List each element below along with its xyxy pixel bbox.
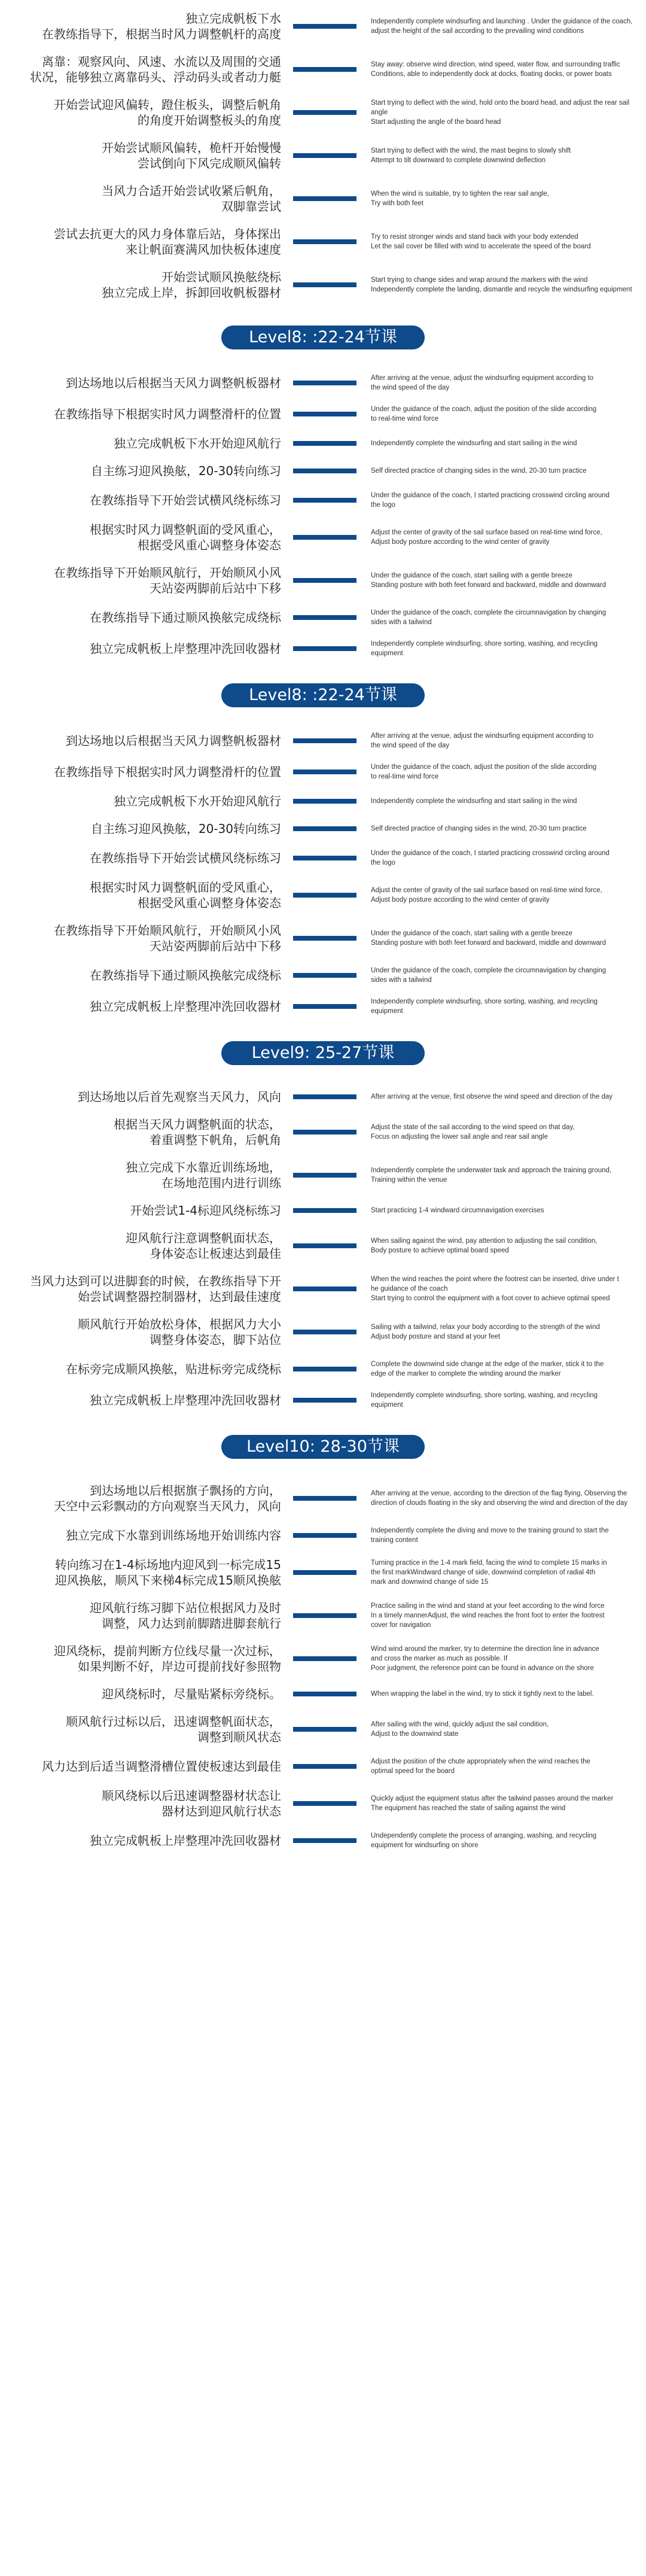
lesson-text-en: Under the guidance of the coach, start sailing with a gentle breeze Standing posture with both feet forward and backward, middle and downward bbox=[371, 930, 607, 947]
lesson-text-zh: 当风力达到可以进脚套的时候，在教练指导下开 始尝试调整器控制器材，达到最佳速度 bbox=[30, 1274, 281, 1304]
lesson-text-zh: 转向练习在1-4标场地内迎风到一标完成15 迎风换舷，顺风下来梯4标完成15顺风换舷 bbox=[54, 1558, 281, 1587]
lesson-row bbox=[0, 491, 646, 510]
lesson-text-zh: 独立完成帆板上岸整理冲洗回收器材 bbox=[90, 1393, 281, 1407]
lesson-text-zh: 独立完成帆板上岸整理冲洗回收器材 bbox=[90, 999, 281, 1014]
lesson-text-zh: 顺风航行过标以后，迅速调整帆面状态， 调整到顺风状态 bbox=[66, 1714, 281, 1744]
lesson-text-zh: 迎风绕标时，尽量贴紧标旁绕标。 bbox=[102, 1687, 281, 1701]
lesson-text-zh: 离靠：观察风向、风速、水流以及周围的交通 状况，能够独立离靠码头、浮动码头或者动力艇 bbox=[30, 54, 281, 84]
divider-bar bbox=[293, 1004, 356, 1009]
lesson-text-en: Independently complete the windsurfing and start sailing in the wind bbox=[371, 798, 577, 805]
lesson-row bbox=[0, 762, 646, 781]
lesson-row bbox=[0, 1203, 646, 1218]
lesson-text-zh: 开始尝试迎风偏转，蹬住板头，调整后帆角 的角度开始调整板头的角度 bbox=[54, 98, 281, 127]
lesson-text-zh: 独立完成帆板下水开始迎风航行 bbox=[114, 794, 281, 808]
lesson-text-en: Under the guidance of the coach, complete the circumnavigation by changing sides with a tailwind bbox=[371, 967, 607, 984]
divider-bar bbox=[293, 498, 356, 503]
lesson-row bbox=[0, 269, 646, 300]
lesson-text-en: Independently complete windsurfing, shore sorting, washing, and recycling equipment bbox=[371, 1392, 598, 1409]
lesson-text-zh: 迎风绕标，提前判断方位线尽量一次过标， 如果判断不好，岸边可提前找好参照物 bbox=[54, 1644, 281, 1674]
level-section bbox=[0, 1435, 646, 1850]
lesson-text-en: Quickly adjust the equipment status after the tailwind passes around the marker The equipment has reached the state of sailing against the wind bbox=[371, 1795, 614, 1812]
lesson-row bbox=[0, 731, 646, 750]
lesson-row bbox=[0, 1714, 646, 1745]
lesson-row bbox=[0, 1526, 646, 1545]
lesson-row bbox=[0, 1360, 646, 1379]
lesson-text-zh: 在标旁完成顺风换舷，贴进标旁完成绕标 bbox=[66, 1362, 281, 1376]
divider-bar bbox=[293, 110, 356, 115]
lesson-row bbox=[0, 1230, 646, 1261]
divider-bar bbox=[293, 67, 356, 72]
divider-bar bbox=[293, 1130, 356, 1135]
level-header: Level9: 25-27节课 bbox=[221, 1041, 425, 1065]
level-section bbox=[0, 11, 646, 300]
lesson-text-en: Self directed practice of changing sides in the wind, 20-30 turn practice bbox=[371, 825, 587, 832]
lesson-row bbox=[0, 848, 646, 868]
lesson-text-zh: 在教练指导下开始顺风航行，开始顺风小风 天站姿两脚前后站中下移 bbox=[54, 923, 281, 953]
lesson-row bbox=[0, 821, 646, 837]
lesson-row bbox=[0, 966, 646, 985]
lesson-text-zh: 在教练指导下通过顺风换舷完成绕标 bbox=[90, 968, 281, 983]
lesson-row bbox=[0, 1643, 646, 1674]
lesson-row bbox=[0, 522, 646, 553]
lesson-row bbox=[0, 1316, 646, 1348]
lesson-text-en: Self directed practice of changing sides in the wind, 20-30 turn practice bbox=[371, 467, 587, 475]
lesson-text-en: When sailing against the wind, pay attention to adjusting the sail condition, Body posture to achieve optimal board speed bbox=[371, 1237, 598, 1254]
lesson-text-en: Under the guidance of the coach, start sailing with a gentle breeze Standing posture with both feet forward and backward, middle and downward bbox=[371, 572, 607, 589]
lesson-row bbox=[0, 436, 646, 451]
lesson-text-zh: 独立完成帆板上岸整理冲洗回收器材 bbox=[90, 1833, 281, 1848]
lesson-text-zh: 在教练指导下开始尝试横风绕标练习 bbox=[90, 851, 281, 865]
lesson-row bbox=[0, 1273, 646, 1304]
lesson-text-en: Under the guidance of the coach, adjust the position of the slide according to real-time wind force bbox=[371, 764, 597, 780]
divider-bar bbox=[293, 24, 356, 29]
divider-bar bbox=[293, 469, 356, 473]
lesson-text-en: After arriving at the venue, adjust the windsurfing equipment according to the wind speed of the day bbox=[371, 375, 594, 391]
divider-bar bbox=[293, 1656, 356, 1661]
lesson-text-en: Independently complete windsurfing, shore sorting, washing, and recycling equipment bbox=[371, 998, 598, 1015]
divider-bar bbox=[293, 239, 356, 244]
divider-bar bbox=[293, 412, 356, 416]
lesson-row bbox=[0, 373, 646, 393]
lesson-text-en: After arriving at the venue, first observe the wind speed and direction of the day bbox=[371, 1093, 613, 1100]
lesson-row bbox=[0, 1483, 646, 1514]
lesson-text-en: Under the guidance of the coach, complete the circumnavigation by changing sides with a tailwind bbox=[371, 609, 607, 626]
divider-bar bbox=[293, 856, 356, 860]
lesson-text-zh: 到达场地以后首先观察当天风力，风向 bbox=[78, 1090, 281, 1104]
level-section bbox=[0, 683, 646, 1016]
lesson-text-en: When wrapping the label in the wind, try to stick it tightly next to the label. bbox=[371, 1690, 594, 1698]
lesson-text-en: Try to resist stronger winds and stand back with your body extended Let the sail cover be filled with wind to accelerate the speed of the board bbox=[371, 233, 591, 250]
level-section bbox=[0, 326, 646, 658]
lesson-row bbox=[0, 1160, 646, 1191]
lesson-text-zh: 在教练指导下根据实时风力调整滑杆的位置 bbox=[54, 407, 281, 421]
lesson-text-zh: 顺风绕标以后迅速调整器材状态让 器材达到迎风航行状态 bbox=[102, 1789, 281, 1818]
lesson-text-zh: 到达场地以后根据旗子飘扬的方向， 天空中云彩飘动的方向观察当天风力，风向 bbox=[54, 1483, 281, 1513]
divider-bar bbox=[293, 1764, 356, 1769]
divider-bar bbox=[293, 381, 356, 385]
lesson-text-en: Turning practice in the 1-4 mark field, facing the wind to complete 15 marks in the first markWindward change of side, downwind completion of radial 4th mark and downwind change of side 15 bbox=[371, 1559, 607, 1586]
lesson-row bbox=[0, 97, 646, 128]
lesson-row bbox=[0, 1117, 646, 1148]
lesson-text-zh: 开始尝试顺风偏转，桅杆开始慢慢 尝试倒向下风完成顺风偏转 bbox=[102, 141, 281, 171]
lesson-text-zh: 自主练习迎风换舷，20-30转向练习 bbox=[90, 822, 281, 836]
lesson-row bbox=[0, 1391, 646, 1410]
lesson-row bbox=[0, 1757, 646, 1776]
lesson-row bbox=[0, 226, 646, 257]
lesson-text-zh: 到达场地以后根据当天风力调整帆板器材 bbox=[66, 376, 281, 390]
level-header: Level8: :22-24节课 bbox=[221, 326, 425, 349]
lesson-row bbox=[0, 1831, 646, 1850]
lesson-row bbox=[0, 639, 646, 658]
divider-bar bbox=[293, 936, 356, 941]
lesson-text-zh: 到达场地以后根据当天风力调整帆板器材 bbox=[66, 734, 281, 748]
divider-bar bbox=[293, 1094, 356, 1099]
lesson-text-zh: 在教练指导下根据实时风力调整滑杆的位置 bbox=[54, 765, 281, 779]
lesson-text-zh: 独立完成帆板下水开始迎风航行 bbox=[114, 436, 281, 451]
lesson-text-zh: 独立完成帆板上岸整理冲洗回收器材 bbox=[90, 641, 281, 656]
lesson-text-en: Under the guidance of the coach, I started practicing crosswind circling around the logo bbox=[371, 850, 610, 866]
lesson-text-zh: 迎风航行练习脚下站位根据风力及时 调整，风力达到前脚踏进脚套航行 bbox=[90, 1601, 281, 1631]
lesson-text-zh: 自主练习迎风换舷，20-30转向练习 bbox=[90, 464, 281, 478]
level-section bbox=[0, 1041, 646, 1410]
lesson-row bbox=[0, 54, 646, 85]
lesson-row bbox=[0, 793, 646, 809]
lesson-text-en: After arriving at the venue, according to the direction of the flag flying, Observing the direction of clouds floating in the sky and observing the wind and direction of the day bbox=[371, 1490, 627, 1507]
lesson-row bbox=[0, 565, 646, 596]
divider-bar bbox=[293, 1838, 356, 1843]
lesson-text-en: Wind wind around the marker, try to determine the direction line in advance and cross the marker as much as possible. If Poor judgment, the reference point can be found in advance on the shore bbox=[371, 1646, 599, 1672]
lesson-row bbox=[0, 608, 646, 627]
divider-bar bbox=[293, 1398, 356, 1403]
divider-bar bbox=[293, 1243, 356, 1248]
lesson-text-en: Independently complete the windsurfing and start sailing in the wind bbox=[371, 440, 577, 447]
lesson-text-en: Independently complete the diving and move to the training ground to start the training content bbox=[371, 1527, 609, 1544]
divider-bar bbox=[293, 1570, 356, 1575]
lesson-text-en: Complete the downwind side change at the edge of the marker, stick it to the edge of the marker to complete the winding around the marker bbox=[371, 1361, 604, 1377]
lesson-text-en: Start trying to deflect with the wind, hold onto the board head, and adjust the rear sail angle Start adjusting the angle of the board head bbox=[371, 99, 630, 126]
lesson-text-zh: 开始尝试顺风换舷绕标 独立完成上岸，拆卸回收帆板器材 bbox=[102, 270, 281, 300]
lesson-text-zh: 尝试去抗更大的风力身体靠后站，身体探出 来让帆面赛满风加快板体速度 bbox=[54, 227, 281, 257]
lesson-text-en: When the wind reaches the point where the footrest can be inserted, drive under t he guidance of the coach Start trying to control the equipment with a foot cover to achieve optimal speed bbox=[371, 1276, 619, 1302]
lesson-text-en: Under the guidance of the coach, adjust the position of the slide according to real-time wind force bbox=[371, 406, 597, 422]
divider-bar bbox=[293, 973, 356, 978]
divider-bar bbox=[293, 1367, 356, 1371]
lesson-text-zh: 根据实时风力调整帆面的受风重心， 根据受风重心调整身体姿态 bbox=[90, 880, 281, 910]
divider-bar bbox=[293, 1533, 356, 1538]
lesson-text-zh: 在教练指导下开始尝试横风绕标练习 bbox=[90, 493, 281, 507]
lesson-row bbox=[0, 923, 646, 954]
divider-bar bbox=[293, 1692, 356, 1696]
lesson-row bbox=[0, 11, 646, 42]
lesson-text-en: Sailing with a tailwind, relax your body according to the strength of the wind Adjust body posture and stand at your feet bbox=[371, 1324, 600, 1340]
lesson-text-en: Independently complete the underwater task and approach the training ground, Training within the venue bbox=[371, 1167, 612, 1184]
lesson-text-en: Adjust the center of gravity of the sail surface based on real-time wind force, Adjust body posture according to the wind center of gravity bbox=[371, 529, 602, 546]
lesson-row bbox=[0, 1788, 646, 1819]
lesson-text-en: After arriving at the venue, adjust the windsurfing equipment according to the wind speed of the day bbox=[371, 732, 594, 749]
lesson-text-zh: 迎风航行注意调整帆面状态， 身体姿态让板速达到最佳 bbox=[126, 1231, 281, 1261]
lesson-text-zh: 在教练指导下开始顺风航行，开始顺风小风 天站姿两脚前后站中下移 bbox=[54, 565, 281, 595]
lesson-text-zh: 根据当天风力调整帆面的状态， 着重调整下帆角，后帆角 bbox=[114, 1117, 281, 1147]
divider-bar bbox=[293, 1208, 356, 1213]
divider-bar bbox=[293, 1330, 356, 1334]
lesson-row bbox=[0, 1557, 646, 1588]
divider-bar bbox=[293, 1727, 356, 1732]
lesson-row bbox=[0, 1686, 646, 1702]
divider-bar bbox=[293, 578, 356, 583]
lesson-row bbox=[0, 1089, 646, 1105]
lesson-text-zh: 独立完成帆板下水 在教练指导下，根据当时风力调整帆杆的高度 bbox=[42, 11, 281, 41]
lesson-text-zh: 风力达到后适当调整滑槽位置使板速达到最佳 bbox=[42, 1759, 281, 1774]
lesson-row bbox=[0, 880, 646, 911]
lesson-row bbox=[0, 1600, 646, 1631]
divider-bar bbox=[293, 770, 356, 774]
lesson-text-zh: 独立完成下水靠近训练场地， 在场地范围内进行训练 bbox=[126, 1160, 281, 1190]
divider-bar bbox=[293, 799, 356, 804]
lesson-text-en: Independently complete windsurfing and launching . Under the guidance of the coach, adjust the height of the sail according to the prevailing wind conditions bbox=[371, 18, 633, 35]
divider-bar bbox=[293, 441, 356, 446]
divider-bar bbox=[293, 738, 356, 743]
lesson-text-en: Under the guidance of the coach, I started practicing crosswind circling around the logo bbox=[371, 492, 610, 509]
lesson-text-en: Independently complete windsurfing, shore sorting, washing, and recycling equipment bbox=[371, 640, 598, 657]
divider-bar bbox=[293, 1801, 356, 1806]
lesson-text-en: Stay away: observe wind direction, wind speed, water flow, and surrounding traffic Conditions, able to independently dock at docks, floating docks, or power boats bbox=[371, 61, 620, 78]
lesson-text-en: Start trying to deflect with the wind, the mast begins to slowly shift Attempt to tilt downward to complete downwind deflection bbox=[371, 147, 571, 164]
divider-bar bbox=[293, 153, 356, 158]
lesson-row bbox=[0, 997, 646, 1016]
divider-bar bbox=[293, 196, 356, 201]
divider-bar bbox=[293, 1496, 356, 1501]
lesson-text-en: Undependently complete the process of arranging, washing, and recycling equipment for windsurfing on shore bbox=[371, 1832, 597, 1849]
lesson-row bbox=[0, 140, 646, 171]
lesson-text-zh: 开始尝试1-4标迎风绕标练习 bbox=[130, 1203, 281, 1218]
divider-bar bbox=[293, 646, 356, 651]
divider-bar bbox=[293, 1173, 356, 1178]
lesson-row bbox=[0, 463, 646, 479]
lesson-text-en: Adjust the center of gravity of the sail surface based on real-time wind force, Adjust body posture according to the wind center of gravity bbox=[371, 887, 602, 904]
lesson-text-en: Start trying to change sides and wrap around the markers with the wind Independently complete the landing, dismantle and recycle the windsurfing equipment bbox=[371, 276, 632, 293]
level-header: Level10: 28-30节课 bbox=[221, 1435, 425, 1459]
lesson-text-zh: 顺风航行开始放松身体，根据风力大小 调整身体姿态，脚下站位 bbox=[78, 1317, 281, 1347]
lesson-text-en: Practice sailing in the wind and stand at your feet according to the wind force In a timely mannerAdjust, the wind reaches the front foot to enter the footrest cover for navigation bbox=[371, 1602, 605, 1629]
lesson-text-zh: 当风力合适开始尝试收紧后帆角， 双脚靠尝试 bbox=[102, 184, 281, 214]
divider-bar bbox=[293, 893, 356, 898]
level-header: Level8: :22-24节课 bbox=[221, 683, 425, 707]
divider-bar bbox=[293, 1613, 356, 1618]
lesson-text-en: After sailing with the wind, quickly adjust the sail condition, Adjust to the downwind state bbox=[371, 1721, 549, 1738]
lesson-text-en: When the wind is suitable, try to tighten the rear sail angle, Try with both feet bbox=[371, 190, 549, 207]
lesson-text-en: Adjust the state of the sail according to the wind speed on that day, Focus on adjusting the lower sail angle and rear sail angle bbox=[371, 1124, 575, 1141]
lesson-text-en: Start practicing 1-4 windward circumnavigation exercises bbox=[371, 1207, 544, 1214]
divider-bar bbox=[293, 826, 356, 831]
divider-bar bbox=[293, 1287, 356, 1291]
lesson-text-zh: 在教练指导下通过顺风换舷完成绕标 bbox=[90, 610, 281, 625]
lesson-row bbox=[0, 183, 646, 214]
lesson-row bbox=[0, 405, 646, 424]
lesson-text-en: Adjust the position of the chute appropriately when the wind reaches the optimal speed for the board bbox=[371, 1758, 590, 1775]
lesson-text-zh: 独立完成下水靠到训练场地开始训练内容 bbox=[66, 1528, 281, 1543]
lesson-text-zh: 根据实时风力调整帆面的受风重心， 根据受风重心调整身体姿态 bbox=[90, 522, 281, 552]
divider-bar bbox=[293, 535, 356, 540]
divider-bar bbox=[293, 615, 356, 620]
divider-bar bbox=[293, 282, 356, 287]
